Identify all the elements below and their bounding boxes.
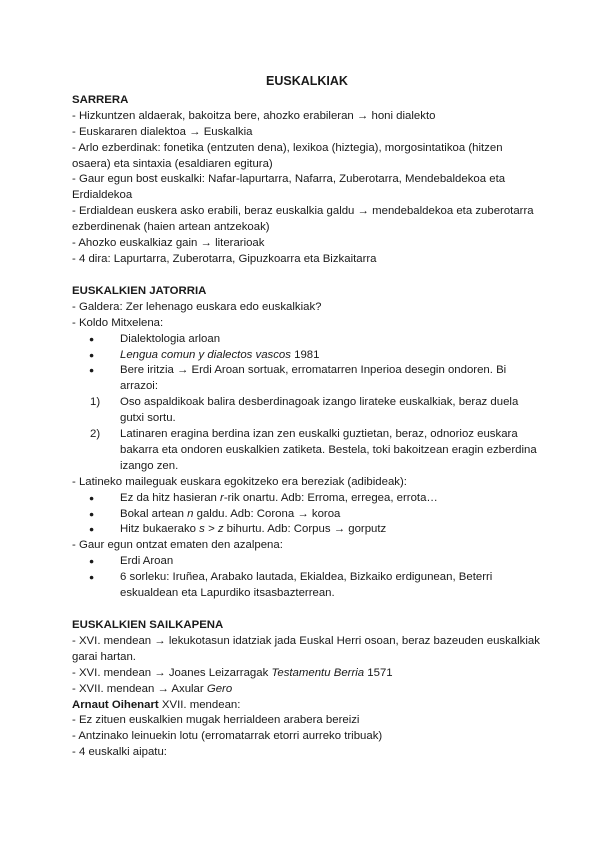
author-name: Arnaut Oihenart <box>72 698 159 711</box>
paragraph-line: - Latineko maileguak euskara egokitzeko era bereziak (adibideak): <box>72 475 407 488</box>
paragraph-line: - Erdialdean euskera asko erabili, beraz euskalkia galdu → mendebaldekoa eta zuberotarra ezberdinenak (haien artean antzekoak) <box>72 205 534 234</box>
book-title: Gero <box>206 682 233 695</box>
section-heading-sailkapena: EUSKALKIEN SAILKAPENA <box>72 619 224 631</box>
list-item: ● Lengua comun y dialectos vascos 1981 <box>72 348 542 364</box>
document-page <box>72 74 542 761</box>
paragraph-line: - Ahozko euskalkiaz gain → literarioak <box>72 237 265 250</box>
numbered-list <box>72 395 542 475</box>
paragraph-line: - Gaur egun bost euskalki: Nafar-lapurtarra, Nafarra, Zuberotarra, Mendebaldekoa eta Erdialdekoa <box>72 173 506 202</box>
paragraph-line: - XVI. mendean → Joanes Leizarragak Testamentu Berria 1571 <box>72 666 393 679</box>
bullet-list <box>72 491 542 539</box>
bullet-list <box>72 554 542 602</box>
list-item: ● Bokal artean n galdu. Adb: Corona → koroa <box>72 507 542 523</box>
list-item: ● 6 sorleku: Iruñea, Arabako lautada, Ekialdea, Bizkaiko erdigunean, Beterri eskualdean eta Lapurdiko itsasbazterrean. <box>72 570 542 602</box>
paragraph-line: - Gaur egun ontzat ematen den azalpena: <box>72 539 283 552</box>
paragraph-line: - 4 euskalki aipatu: <box>72 746 167 759</box>
paragraph-line: - XVII. mendean → Axular Gero <box>72 682 233 695</box>
list-item: 2) Latinaren eragina berdina izan zen euskalki guztietan, beraz, odnorioz euskara bakarra eta ondoren euskalkien zatiketa. Bestela, toki bakoitzean eragin ezberdina izango zen. <box>90 428 537 472</box>
paragraph-line: - Koldo Mitxelena: <box>72 316 164 329</box>
paragraph-line: Arnaut Oihenart XVII. mendean: <box>72 698 241 711</box>
list-item: ● Bere iritzia → Erdi Aroan sortuak, erromatarren Inperioa desegin ondoren. Bi arrazoi: <box>72 363 542 395</box>
list-item: ● Erdi Aroan <box>72 554 542 570</box>
paragraph-line: - Arlo ezberdinak: fonetika (entzuten dena), lexikoa (hiztegia), morgosintatikoa (hitzen osaera) eta sintaxia (esaldiaren egitura) <box>72 141 503 170</box>
list-item: ● Dialektologia arloan <box>72 332 542 348</box>
paragraph-line: - Hizkuntzen aldaerak, bakoitza bere, ahozko erabileran → honi dialekto <box>72 109 436 122</box>
paragraph-line: - Antzinako leinuekin lotu (erromatarrak etorri aurreko tribuak) <box>72 730 383 743</box>
paragraph-line: - Galdera: Zer lehenago euskara edo euskalkiak? <box>72 300 322 313</box>
document-title: EUSKALKIAK <box>266 74 348 88</box>
list-item: ● Ez da hitz hasieran r-rik onartu. Adb: Erroma, erregea, errota… <box>72 491 542 507</box>
paragraph-line: - Ez zituen euskalkien mugak herrialdeen arabera bereizi <box>72 714 360 727</box>
section-heading-jatorria: EUSKALKIEN JATORRIA <box>72 284 207 297</box>
paragraph-line: - XVI. mendean → lekukotasun idatziak jada Euskal Herri osoan, beraz bazeuden euskalkiak garai hartan. <box>72 634 540 663</box>
section-heading-sarrera: SARRERA <box>72 93 129 106</box>
list-item: 1) Oso aspaldikoak balira desberdinagoak izango lirateke euskalkiak, beraz duela gutxi sortu. <box>90 396 519 425</box>
book-title: Lengua comun y dialectos vascos <box>120 348 291 361</box>
paragraph-line: - Euskararen dialektoa → Euskalkia <box>72 125 253 138</box>
bullet-list <box>72 332 542 396</box>
paragraph-line: - 4 dira: Lapurtarra, Zuberotarra, Gipuzkoarra eta Bizkaitarra <box>72 252 377 265</box>
list-item: ● Hitz bukaerako s > z bihurtu. Adb: Corpus → gorputz <box>72 522 542 538</box>
book-title: Testamentu Berria <box>271 666 365 679</box>
